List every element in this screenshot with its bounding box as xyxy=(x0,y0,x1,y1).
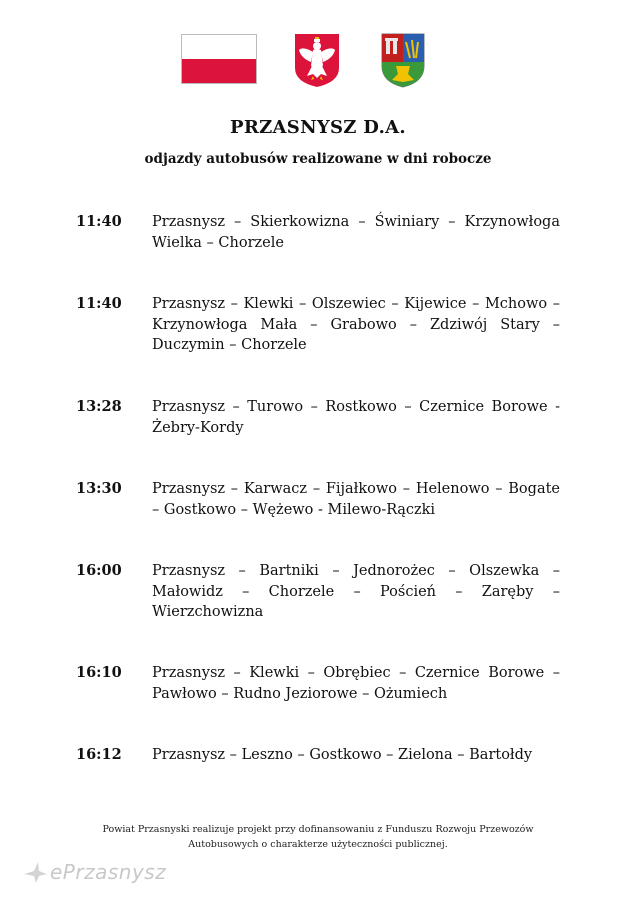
county-coat-of-arms-icon xyxy=(380,32,426,88)
departure-time: 16:10 xyxy=(76,664,122,681)
departure-time: 11:40 xyxy=(76,213,122,230)
route-stops: Przasnysz – Bartniki – Jednorożec – Olszewka – Małowidz – Chorzele – Poścień – Zaręby – Wierzchowizna xyxy=(152,563,560,620)
departure-time: 13:30 xyxy=(76,480,122,497)
route-stops: Przasnysz – Karwacz – Fijałkowo – Helenowo – Bogate – Gostkowo – Wężewo - Milewo-Rączki xyxy=(152,481,560,518)
departure-time: 16:12 xyxy=(76,746,122,763)
departure-time: 16:00 xyxy=(76,562,122,579)
route-stops: Przasnysz – Turowo – Rostkowo – Czernice Borowe - Żebry-Kordy xyxy=(152,399,560,436)
route-stops: Przasnysz – Klewki – Olszewiec – Kijewice – Mchowo – Krzynowłoga Mała – Grabowo – Zdziwój Stary – Duczymin – Chorzele xyxy=(152,296,560,353)
star-logo-icon xyxy=(22,860,48,884)
logos-row xyxy=(0,32,636,88)
route-stops: Przasnysz – Leszno – Gostkowo – Zielona – Bartołdy xyxy=(152,747,533,763)
page-title: PRZASNYSZ D.A. xyxy=(230,117,406,138)
route-stops: Przasnysz – Skierkowizna – Świniary – Krzynowłoga Wielka – Chorzele xyxy=(152,214,560,251)
watermark-text: ePrzasnysz xyxy=(50,860,167,884)
polish-flag-icon xyxy=(181,34,257,84)
funding-note xyxy=(0,822,636,852)
route-stops: Przasnysz – Klewki – Obrębiec – Czernice Borowe – Pawłowo – Rudno Jeziorowe – Ożumiech xyxy=(152,665,560,702)
departure-time: 13:28 xyxy=(76,398,122,415)
polish-eagle-emblem-icon xyxy=(293,32,341,88)
funding-note-line: Powiat Przasnyski realizuje projekt przy dofinansowaniu z Funduszu Rozwoju Przewozów xyxy=(102,824,534,835)
site-watermark xyxy=(22,858,166,886)
funding-note-line: Autobusowych o charakterze użyteczności publicznej. xyxy=(188,839,448,850)
departure-time: 11:40 xyxy=(76,295,122,312)
page-subtitle: odjazdy autobusów realizowane w dni robocze xyxy=(144,151,492,167)
